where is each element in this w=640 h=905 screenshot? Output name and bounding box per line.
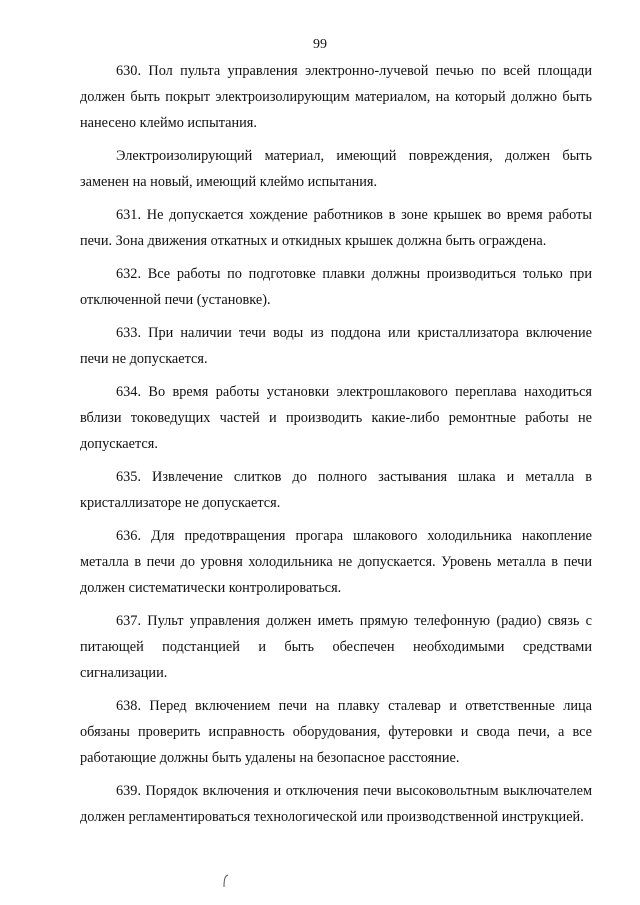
paragraph-637: 637. Пульт управления должен иметь прямую телефонную (радио) связь с питающей подстанцией и быть обеспечен необходимыми средствами сигнализации. <box>80 613 592 681</box>
page-number: 99 <box>313 37 327 52</box>
paragraph-636: 636. Для предотвращения прогара шлакового холодильника накопление металла в печи до уровня холодильника не допускается. Уровень металла в печи должен систематически контролироваться. <box>80 528 592 596</box>
scan-mark <box>222 874 230 888</box>
paragraph-630-cont: Электроизолирующий материал, имеющий повреждения, должен быть заменен на новый, имеющий клеймо испытания. <box>80 148 592 190</box>
paragraph-630: 630. Пол пульта управления электронно-лучевой печью по всей площади должен быть покрыт электроизолирующим материалом, на который должно быть нанесено клеймо испытания. <box>80 63 592 131</box>
paragraph-639: 639. Порядок включения и отключения печи высоковольтным выключателем должен регламентироваться технологической или производственной инструкцией. <box>80 783 592 825</box>
paragraph-632: 632. Все работы по подготовке плавки должны производиться только при отключенной печи (установке). <box>80 266 592 308</box>
paragraph-634: 634. Во время работы установки электрошлакового переплава находиться вблизи токоведущих частей и производить какие-либо ремонтные работы не допускается. <box>80 384 592 452</box>
paragraph-638: 638. Перед включением печи на плавку сталевар и ответственные лица обязаны проверить исправность оборудования, футеровки и свода печи, а все работающие должны быть удалены на безопасное расстояние. <box>80 698 592 766</box>
paragraph-631: 631. Не допускается хождение работников в зоне крышек во время работы печи. Зона движения откатных и откидных крышек должна быть ограждена. <box>80 207 592 249</box>
document-body <box>80 58 592 837</box>
paragraph-633: 633. При наличии течи воды из поддона или кристаллизатора включение печи не допускается. <box>80 325 592 367</box>
paragraph-635: 635. Извлечение слитков до полного застывания шлака и металла в кристаллизаторе не допускается. <box>80 469 592 511</box>
